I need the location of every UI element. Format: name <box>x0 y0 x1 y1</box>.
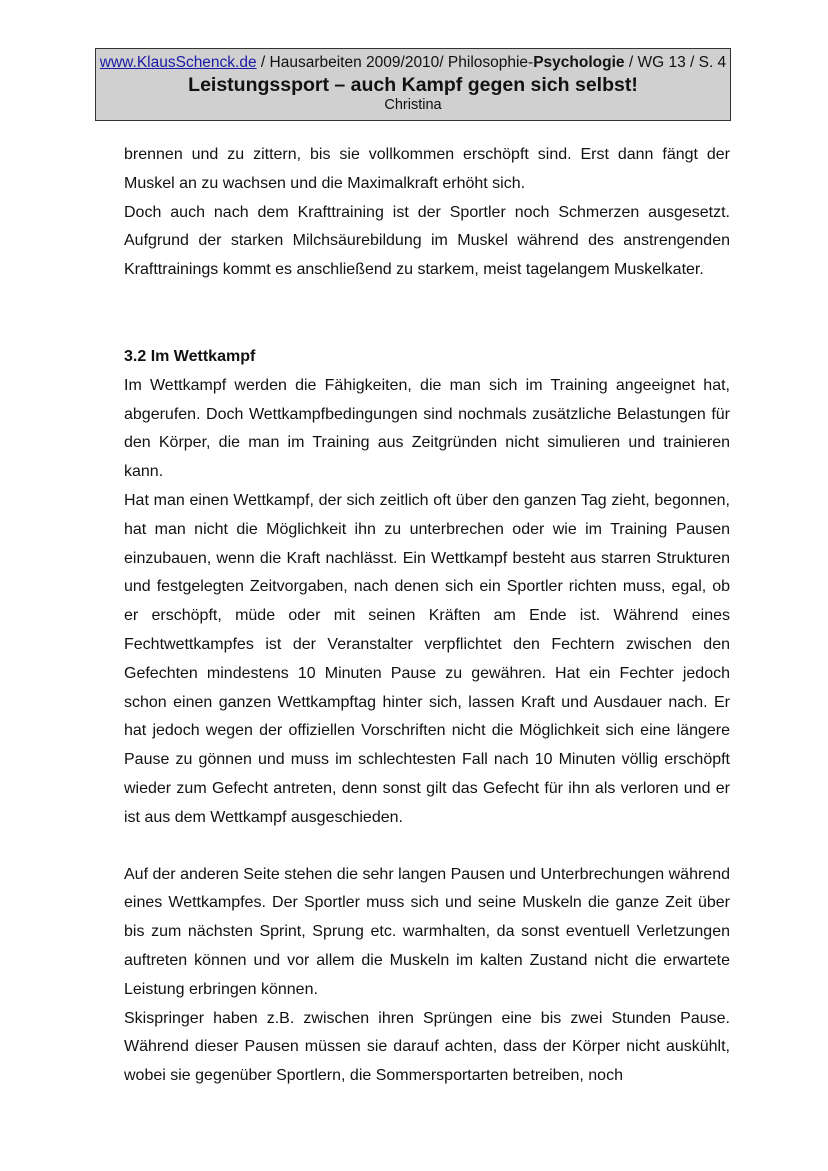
spacer <box>124 833 730 861</box>
header-course-text: / Hausarbeiten 2009/2010/ Philosophie- <box>256 54 534 71</box>
paragraph: Skispringer haben z.B. zwischen ihren Sprüngen eine bis zwei Stunden Pause. Während dieser Pausen müssen sie darauf achten, dass der Körper nicht auskühlt, wobei sie gegenüber Sportlern, die Sommersportarten betreiben, noch <box>124 1009 730 1085</box>
header-page-info: / WG 13 / S. 4 <box>624 54 727 71</box>
paragraph: Im Wettkampf werden die Fähigkeiten, die man sich im Training angeeignet hat, abgerufen. Doch Wettkampfbedingungen sind nochmals zusätzliche Belastungen für den Körper, die man im Training aus Zeitgründen nicht simulieren und trainieren kann. <box>124 376 730 481</box>
section-heading: 3.2 Im Wettkampf <box>124 347 256 365</box>
document-body <box>124 141 730 1091</box>
paragraph: Hat man einen Wettkampf, der sich zeitlich oft über den ganzen Tag zieht, begonnen, hat man nicht die Möglichkeit ihn zu unterbrechen oder wie im Training Pausen einzubauen, wenn die Kraft nachlässt. Ein Wettkampf besteht aus starren Strukturen und festgelegten Zeitvorgaben, nach denen sich ein Sportler richten muss, egal, ob er erschöpft, müde oder mit seinen Kräften am Ende ist. Während eines Fechtwettkampfes ist der Veranstalter verpflichtet den Fechtern zwischen den Gefechten mindestens 10 Minuten Pause zu gewähren. Hat ein Fechter jedoch schon einen ganzen Wettkampftag hinter sich, lassen Kraft und Ausdauer nach. Er hat jedoch wegen der offiziellen Vorschriften nicht die Möglichkeit sich eine längere Pause zu gönnen und muss im schlechtesten Fall nach 10 Minuten völlig erschöpft wieder zum Gefecht antreten, denn sonst gilt das Gefecht für ihn als verloren und er ist aus dem Wettkampf ausgeschieden. <box>124 491 730 826</box>
document-title: Leistungssport – auch Kampf gegen sich selbst! <box>188 74 638 96</box>
header-course-line <box>96 54 730 72</box>
page-header <box>95 48 731 121</box>
paragraph: Doch auch nach dem Krafttraining ist der Sportler noch Schmerzen ausgesetzt. Aufgrund der starken Milchsäurebildung im Muskel während des anstrengenden Krafttrainings kommt es anschließend zu starkem, meist tagelangem Muskelkater. <box>124 203 730 279</box>
paragraph: brennen und zu zittern, bis sie vollkommen erschöpft sind. Erst dann fängt der Muskel an zu wachsen und die Maximalkraft erhöht sich. <box>124 146 730 192</box>
author-name: Christina <box>384 97 442 113</box>
paragraph: Auf der anderen Seite stehen die sehr langen Pausen und Unterbrechungen während eines Wettkampfes. Der Sportler muss sich und seine Muskeln die ganze Zeit über bis zum nächsten Sprint, Sprung etc. warmhalten, da sonst eventuell Verletzungen auftreten können und vor allem die Muskeln im kalten Zustand nicht die erwartete Leistung erbringen können. <box>124 865 730 998</box>
website-link[interactable]: www.KlausSchenck.de <box>99 54 257 71</box>
header-subject: Psychologie <box>533 54 625 71</box>
spacer <box>124 285 730 343</box>
